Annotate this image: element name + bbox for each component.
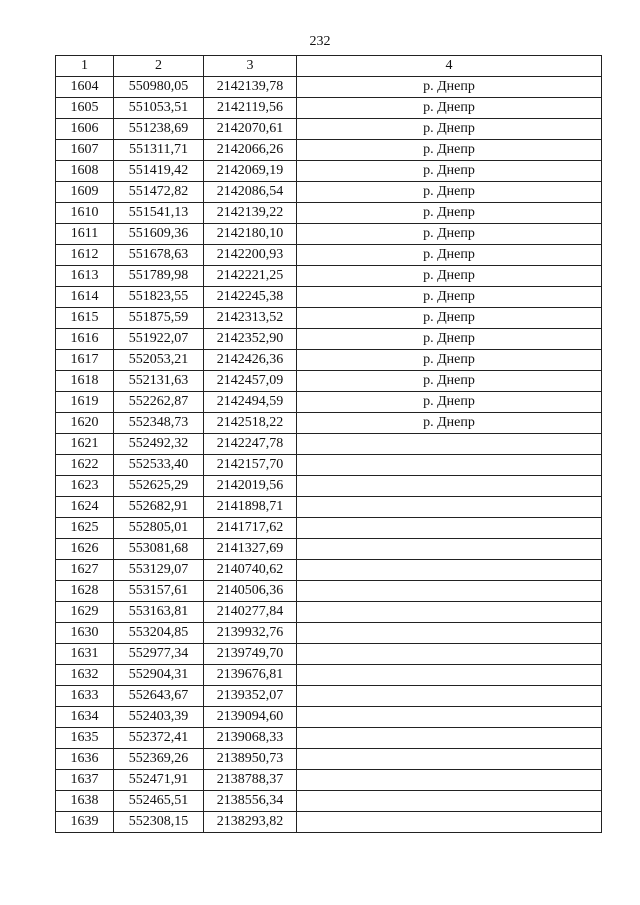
- table-row: [56, 539, 602, 560]
- cell-note: [297, 686, 602, 707]
- cell-x: 551823,55: [114, 287, 204, 308]
- cell-x: 551472,82: [114, 182, 204, 203]
- cell-x: 553081,68: [114, 539, 204, 560]
- cell-y: 2142019,56: [204, 476, 297, 497]
- table-row: [56, 455, 602, 476]
- cell-y: 2141327,69: [204, 539, 297, 560]
- cell-y: 2142247,78: [204, 434, 297, 455]
- cell-y: 2139352,07: [204, 686, 297, 707]
- cell-note: р. Днепр: [297, 329, 602, 350]
- cell-x: 552492,32: [114, 434, 204, 455]
- cell-x: 551678,63: [114, 245, 204, 266]
- table-row: [56, 392, 602, 413]
- cell-number: 1627: [56, 560, 114, 581]
- cell-note: [297, 434, 602, 455]
- cell-x: 552372,41: [114, 728, 204, 749]
- page-number: 232: [309, 34, 331, 49]
- cell-x: 552977,34: [114, 644, 204, 665]
- cell-note: [297, 623, 602, 644]
- cell-y: 2142139,22: [204, 203, 297, 224]
- cell-note: [297, 665, 602, 686]
- cell-y: 2142069,19: [204, 161, 297, 182]
- cell-note: [297, 560, 602, 581]
- cell-note: [297, 791, 602, 812]
- cell-note: р. Днепр: [297, 350, 602, 371]
- cell-number: 1623: [56, 476, 114, 497]
- cell-y: 2139932,76: [204, 623, 297, 644]
- cell-y: 2138788,37: [204, 770, 297, 791]
- cell-note: [297, 539, 602, 560]
- cell-note: [297, 602, 602, 623]
- table-row: [56, 665, 602, 686]
- cell-x: 550980,05: [114, 77, 204, 98]
- table-row: [56, 119, 602, 140]
- cell-note: [297, 644, 602, 665]
- cell-y: 2142352,90: [204, 329, 297, 350]
- cell-x: 552465,51: [114, 791, 204, 812]
- cell-note: р. Днепр: [297, 266, 602, 287]
- cell-note: р. Днепр: [297, 203, 602, 224]
- cell-x: 552471,91: [114, 770, 204, 791]
- cell-y: 2138950,73: [204, 749, 297, 770]
- cell-x: 551875,59: [114, 308, 204, 329]
- table-row: [56, 791, 602, 812]
- column-header-note: 4: [297, 56, 602, 77]
- table-row: [56, 770, 602, 791]
- table-row: [56, 98, 602, 119]
- cell-number: 1630: [56, 623, 114, 644]
- cell-note: р. Днепр: [297, 245, 602, 266]
- cell-x: 552262,87: [114, 392, 204, 413]
- cell-y: 2142119,56: [204, 98, 297, 119]
- cell-y: 2142426,36: [204, 350, 297, 371]
- cell-x: 552533,40: [114, 455, 204, 476]
- cell-y: 2139094,60: [204, 707, 297, 728]
- cell-y: 2142070,61: [204, 119, 297, 140]
- cell-x: 552682,91: [114, 497, 204, 518]
- cell-y: 2138556,34: [204, 791, 297, 812]
- cell-note: р. Днепр: [297, 119, 602, 140]
- cell-note: [297, 581, 602, 602]
- cell-number: 1619: [56, 392, 114, 413]
- table-row: [56, 350, 602, 371]
- cell-y: 2142157,70: [204, 455, 297, 476]
- cell-y: 2141717,62: [204, 518, 297, 539]
- cell-y: 2139068,33: [204, 728, 297, 749]
- cell-number: 1610: [56, 203, 114, 224]
- cell-x: 551419,42: [114, 161, 204, 182]
- cell-x: 551238,69: [114, 119, 204, 140]
- cell-note: [297, 518, 602, 539]
- cell-note: [297, 812, 602, 833]
- cell-x: 553157,61: [114, 581, 204, 602]
- coordinates-table: [55, 55, 602, 833]
- cell-number: 1605: [56, 98, 114, 119]
- table-row: [56, 686, 602, 707]
- table-row: [56, 182, 602, 203]
- cell-number: 1614: [56, 287, 114, 308]
- cell-number: 1612: [56, 245, 114, 266]
- cell-x: 552904,31: [114, 665, 204, 686]
- cell-x: 552403,39: [114, 707, 204, 728]
- cell-x: 552053,21: [114, 350, 204, 371]
- column-header-number: 1: [56, 56, 114, 77]
- cell-y: 2141898,71: [204, 497, 297, 518]
- cell-note: р. Днепр: [297, 224, 602, 245]
- cell-x: 552369,26: [114, 749, 204, 770]
- cell-x: 552348,73: [114, 413, 204, 434]
- cell-note: [297, 476, 602, 497]
- cell-x: 552805,01: [114, 518, 204, 539]
- cell-x: 553163,81: [114, 602, 204, 623]
- table-row: [56, 518, 602, 539]
- cell-x: 552625,29: [114, 476, 204, 497]
- table-row: [56, 203, 602, 224]
- cell-number: 1616: [56, 329, 114, 350]
- table-row: [56, 623, 602, 644]
- table-row: [56, 581, 602, 602]
- cell-number: 1634: [56, 707, 114, 728]
- cell-number: 1618: [56, 371, 114, 392]
- cell-y: 2140277,84: [204, 602, 297, 623]
- cell-number: 1620: [56, 413, 114, 434]
- cell-note: [297, 455, 602, 476]
- cell-y: 2140740,62: [204, 560, 297, 581]
- cell-number: 1639: [56, 812, 114, 833]
- cell-y: 2142139,78: [204, 77, 297, 98]
- cell-y: 2142518,22: [204, 413, 297, 434]
- cell-y: 2142313,52: [204, 308, 297, 329]
- cell-note: [297, 707, 602, 728]
- cell-number: 1629: [56, 602, 114, 623]
- column-header-y: 3: [204, 56, 297, 77]
- cell-x: 552643,67: [114, 686, 204, 707]
- cell-x: 551789,98: [114, 266, 204, 287]
- table-row: [56, 749, 602, 770]
- cell-note: р. Днепр: [297, 98, 602, 119]
- cell-number: 1635: [56, 728, 114, 749]
- table-row: [56, 602, 602, 623]
- cell-number: 1631: [56, 644, 114, 665]
- cell-number: 1636: [56, 749, 114, 770]
- table-row: [56, 308, 602, 329]
- cell-number: 1625: [56, 518, 114, 539]
- cell-note: р. Днепр: [297, 140, 602, 161]
- cell-x: 552308,15: [114, 812, 204, 833]
- cell-x: 551609,36: [114, 224, 204, 245]
- cell-y: 2142086,54: [204, 182, 297, 203]
- cell-note: [297, 749, 602, 770]
- cell-y: 2140506,36: [204, 581, 297, 602]
- cell-note: [297, 728, 602, 749]
- cell-note: р. Днепр: [297, 392, 602, 413]
- cell-number: 1609: [56, 182, 114, 203]
- cell-y: 2142494,59: [204, 392, 297, 413]
- table-row: [56, 413, 602, 434]
- table-row: [56, 707, 602, 728]
- cell-y: 2142245,38: [204, 287, 297, 308]
- column-header-x: 2: [114, 56, 204, 77]
- table-row: [56, 266, 602, 287]
- table-row: [56, 329, 602, 350]
- table-row: [56, 224, 602, 245]
- cell-note: р. Днепр: [297, 371, 602, 392]
- cell-note: р. Днепр: [297, 413, 602, 434]
- cell-y: 2139749,70: [204, 644, 297, 665]
- table-row: [56, 161, 602, 182]
- cell-number: 1607: [56, 140, 114, 161]
- cell-y: 2142200,93: [204, 245, 297, 266]
- cell-number: 1633: [56, 686, 114, 707]
- cell-y: 2142221,25: [204, 266, 297, 287]
- cell-x: 552131,63: [114, 371, 204, 392]
- table-row: [56, 434, 602, 455]
- table-row: [56, 140, 602, 161]
- cell-y: 2142066,26: [204, 140, 297, 161]
- table-row: [56, 77, 602, 98]
- cell-number: 1615: [56, 308, 114, 329]
- cell-number: 1622: [56, 455, 114, 476]
- cell-number: 1621: [56, 434, 114, 455]
- cell-number: 1638: [56, 791, 114, 812]
- cell-number: 1608: [56, 161, 114, 182]
- cell-number: 1628: [56, 581, 114, 602]
- cell-number: 1604: [56, 77, 114, 98]
- cell-x: 551922,07: [114, 329, 204, 350]
- cell-x: 553204,85: [114, 623, 204, 644]
- table-row: [56, 560, 602, 581]
- cell-number: 1606: [56, 119, 114, 140]
- table-row: [56, 371, 602, 392]
- table-row: [56, 245, 602, 266]
- cell-y: 2138293,82: [204, 812, 297, 833]
- cell-note: р. Днепр: [297, 287, 602, 308]
- table-row: [56, 812, 602, 833]
- cell-note: р. Днепр: [297, 308, 602, 329]
- cell-note: р. Днепр: [297, 182, 602, 203]
- cell-x: 551541,13: [114, 203, 204, 224]
- cell-x: 553129,07: [114, 560, 204, 581]
- cell-y: 2139676,81: [204, 665, 297, 686]
- table-row: [56, 476, 602, 497]
- cell-x: 551053,51: [114, 98, 204, 119]
- cell-number: 1637: [56, 770, 114, 791]
- cell-y: 2142457,09: [204, 371, 297, 392]
- table-row: [56, 287, 602, 308]
- table-row: [56, 728, 602, 749]
- cell-number: 1611: [56, 224, 114, 245]
- table-header-row: [56, 56, 602, 77]
- table-row: [56, 497, 602, 518]
- cell-number: 1632: [56, 665, 114, 686]
- cell-y: 2142180,10: [204, 224, 297, 245]
- cell-x: 551311,71: [114, 140, 204, 161]
- table-body: [56, 77, 602, 833]
- cell-number: 1624: [56, 497, 114, 518]
- cell-note: [297, 497, 602, 518]
- cell-number: 1617: [56, 350, 114, 371]
- cell-number: 1626: [56, 539, 114, 560]
- cell-note: [297, 770, 602, 791]
- cell-note: р. Днепр: [297, 77, 602, 98]
- table-row: [56, 644, 602, 665]
- cell-note: р. Днепр: [297, 161, 602, 182]
- cell-number: 1613: [56, 266, 114, 287]
